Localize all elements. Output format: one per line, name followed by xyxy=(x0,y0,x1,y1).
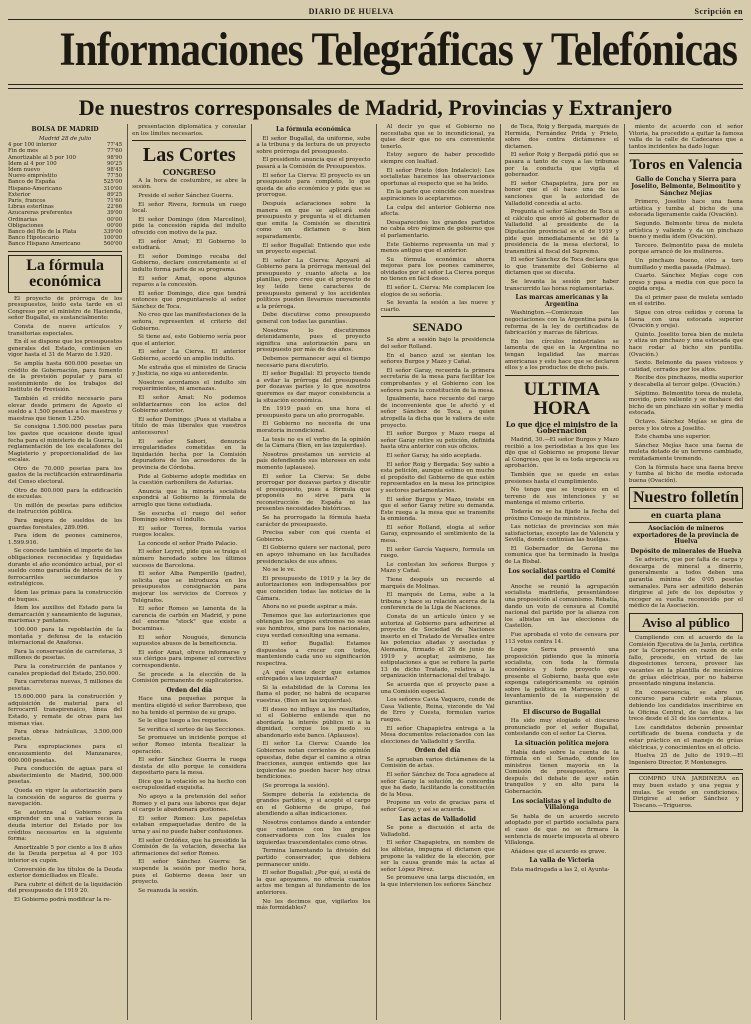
paragraph: Al decir yo que el Gobierno no necesitaba que se lo incondicional, ya quise decir que no era conveniente tenerlo. xyxy=(380,124,495,150)
paragraph: La culpa del anterior Gobierno nos afecta. xyxy=(380,204,495,218)
paragraph: El señor La Cierva: Cuando los Gobiernos notan corrientes de opinión opuestas, debe dejar el camino a otras fracciones, aunque entiendo que las izquierdas no pueden hacer hoy otras bendiciones. xyxy=(256,741,371,781)
paragraph: Conversión de los títulos de la Deuda exterior domiciliados en Elcafe. xyxy=(8,866,123,880)
paragraph: El señor Rolland, elogia al señor Garay, expresando el sentimiento de la mesa. xyxy=(380,524,495,545)
paragraph: Se escucha el ruego del señor Domingo sobre el indulto. xyxy=(132,510,247,524)
bug-title: El discurso de Bugallal xyxy=(522,708,601,716)
paragraph: Las noticias de provincias son más satisfactorias, excepto las de Valencia y Sevilla, donde continúan las huelgas. xyxy=(504,524,619,544)
bolsa-row xyxy=(8,241,122,247)
paragraph: El señor Sánchez de Toca agradece al señor Garay la solución, de concordia que ha dado, facilitando la constitución de la Mesa. xyxy=(380,772,495,798)
actas-title: Las actas de Valladolid xyxy=(399,815,476,823)
paragraph: Tenemos que las autorizaciones que obtengan los grupos extremos no sean sus hombros, sino para los nacionales, cuya verdad consulting una semana. xyxy=(256,612,371,639)
bolsa-label: Nuevo empréstito xyxy=(8,173,57,180)
bolsa-value: 22'66 xyxy=(106,204,123,211)
paragraph: El señor La Cierva: El proyecto es un presupuesto para completo, lo que queda de año económico y pide que se prorrogue. xyxy=(256,172,371,199)
paragraph: El señor Amat: No podemos solidarizarnos con los actos del Gobierno anterior. xyxy=(132,395,247,415)
paragraph: Se autoriza al Gobierno para emprender en una o varias veces la deuda interior del Estado por los créditos necesarios en la siguiente forma: xyxy=(8,809,123,843)
paragraph: de Toca, Roig y Bergadá, marqués de Hermida, Fernández Prida y Prieto, sobre dos contra dictámenes el dictamen. xyxy=(504,124,619,150)
paragraph: En consecuencia, se abre un concurso para cubrir esta plazas, debiendo los candidatos inscribirse en la Oficina Central, de las diez a las trece desde el 31 de los corrientes. xyxy=(628,689,744,723)
paragraph: Ídem las primas para la construcción de buques. xyxy=(8,589,123,603)
bolsa-value: 339'00 xyxy=(103,229,123,236)
paragraph: Los señores Cavia Vaquero, conde de Casa Valiente, Reina, vizconde de Val de Erro y Cuesta, formulan varios ruegos. xyxy=(380,697,495,723)
paragraph: Su fórmula económica ahorra mejoras para los peones camineros, olvidados por el señor La Cierva porque no tienen en fácil deseo. xyxy=(380,256,495,283)
paragraph: Se reanuda la sesión. xyxy=(138,887,199,894)
paragraph: Igualmente, hace recuento del cargo de inconveniente que le afectó y el señor Sánchez de Toca, a quien atropella la dicha que le valiera de este proyecto. xyxy=(380,396,495,429)
masthead-title: DIARIO DE HUELVA xyxy=(308,6,394,16)
folletin-title: Nuestro folletín xyxy=(629,487,743,509)
paragraph: Debemos permanecer aquí el tiempo necesario para discutirlo. xyxy=(256,356,371,369)
paragraph: Desaparecidos los grandes partidos no cabía otro régimen de gobierno que el parlamentario. xyxy=(380,219,495,239)
sit-body xyxy=(505,750,619,796)
paragraph: Para expropiaciones para el encauzamiento del Manzanares, 600.000 pesetas. xyxy=(8,744,123,764)
divider xyxy=(505,375,619,376)
bolsa-value: 310'00 xyxy=(103,185,123,192)
paragraph: Logos Serra presentó una proposición pidiendo que la minoría socialista, con toda la fórmula económica y todo proyecto que presente el Gobierno, basta que este exponga categóricamente su opinión sobre la política en Marruecos y el levantamiento de la suspensión de garantías. xyxy=(504,647,619,706)
bolsa-label: Ídem al 4 por 100 xyxy=(8,160,57,167)
bolsa-value: 560'00 xyxy=(103,241,123,248)
column-5 xyxy=(500,124,619,1020)
paragraph: Madrid, 30.—El señor Burgos y Mazo recibió a los periodistas a los que les dijo que el Gobierno se propone llevar al Congreso, que le es toda urgencia su aprobación. xyxy=(504,436,619,470)
col4-body xyxy=(381,124,495,313)
bolsa-label: Banco Hipotecario xyxy=(8,235,59,242)
paragraph: Ídem los auxilios del Estado para la demarcación y saneamiento de lagunas, marismas y pantanos. xyxy=(8,605,123,625)
paragraph: Si la estabilidad de la Corona les flama el poder, no habrá de ocuparse vuestras. (Bien en las izquierdas). xyxy=(256,684,371,704)
paragraph: Tiene después un recuerdo al marqués de Molinas. xyxy=(380,577,495,590)
col6-body xyxy=(629,124,743,150)
paragraph: Ha sido muy elogiado el discurso pronunciado por el señor Bugallal, contestando con el señor La Cierva. xyxy=(504,718,619,738)
paragraph: Ahora no se puede aspirar a más. xyxy=(262,604,358,611)
paragraph: No se le ve. xyxy=(262,567,296,574)
paragraph: Cumpliendo con el acuerdo de la Comisión Ejecutiva de la Junta, certifica por la Corporación en razón de este fallo, procede, en virtud de las disposiciones tercera, proveer las vacantes en la plantilla de mecánicos de grúas eléctricas, por no haberse presentado ninguna instancia. xyxy=(628,635,744,688)
paragraph: El Gobernador de Gerona me comunica que ha terminado la huelga de La Bisbal. xyxy=(504,545,619,566)
bolsa-value: 77'45 xyxy=(106,142,123,149)
col3-title: La fórmula económica xyxy=(275,126,351,133)
paragraph: El señor Chapapietra, en nombre de los albistas, impugna el dictamen que propone la validez de la elección, por ser la causa grande más la actas al señor López Pérez. xyxy=(380,840,495,873)
paragraph: Para obras hidráulicas, 3.500.000 pesetas. xyxy=(8,729,123,742)
paragraph: Se habla de un acuerdo secreto adoptado por el partido socialista para el caso de que no se firmara la sentencia de muerte impuesta al obrero Villalonga. xyxy=(504,813,619,847)
paragraph: El Gobierno no necesita de una moratoria incondicional. xyxy=(256,421,371,434)
paragraph: El señor Sánchez de Toca declara que lo que transmite del Gobierno al dictamen que se discuta. xyxy=(504,257,619,277)
paragraph: El señor Domingo recaba del Gobierno, declare concretamente si el indulto forma parte de su programa. xyxy=(132,253,247,273)
paragraph: El señor Alba Pamperillo (padre), solicita que se introduzca en los presupuestos consignación para mejorar los servicios de Correos y Telégrafos. xyxy=(132,571,247,604)
bolsa-table xyxy=(8,142,122,247)
paragraph: Un pinchazo bueno, otro a toro humillado y media pasada (Palmas). xyxy=(628,257,744,271)
paragraph: El presidente anuncia que el proyecto pasará a la Comisión de Presupuestos. xyxy=(256,157,371,170)
paragraph: Se ha prorrogado la fórmula hasta carácter de presupuesto. xyxy=(256,515,371,528)
paragraph: El señor Chapapietra, jura por su honor que el él hace una de las sanciones que la autoridad de Valladolid concedía al acto. xyxy=(504,180,619,207)
paragraph: El señor Domingo: ¡Pues si visitaba a título de más liberales que vuestros antecesores! xyxy=(132,416,247,436)
ultima-hora-sub: Lo que dice el ministro de la Gobernación xyxy=(505,419,618,436)
bolsa-value: 77'60 xyxy=(106,148,123,155)
paragraph: Debe discutirse como presupuesto general con todas las garantías. xyxy=(256,312,371,326)
paragraph: Sánchez Mejías hace una faena de muleta dotado de un terreno cambiado, remitadamente tremendo. xyxy=(628,442,744,462)
paragraph: En el banco azul se sientan los señores Burgos y Mazo y Cañal. xyxy=(380,352,495,366)
bolsa-label: Ídem nuevo xyxy=(8,167,41,173)
paragraph: Nosotros acordamos el indulto sin requerimientos, ni amenazas. xyxy=(132,379,247,393)
bolsa-value: 98'45 xyxy=(106,167,123,173)
paragraph: Para la construcción de pantanos y canales propiedad del Estado, 250.000. xyxy=(8,663,123,677)
column-2 xyxy=(127,124,246,1020)
col2-orden-title: Orden del día xyxy=(166,686,213,694)
paragraph: Octavo. Sánchez Mejías se gira de peros y los otros a Joselito. xyxy=(628,418,744,432)
bolsa-label: Azucareras preferentes xyxy=(8,210,73,217)
paragraph: El señor Bugallal, da uniforme, sube a la tribuna y da lectura de un proyecto sobre prórroga del presupuesto. xyxy=(256,135,371,155)
paragraph: Recibe dos pinchazos, media superior y descabella al tercer golpe. (Ovación.) xyxy=(628,375,744,388)
paragraph: Termina lamentando la división del partido conservador, que debiera permanecer unido. xyxy=(256,848,371,868)
valla-body: Esta madrugada a las 2, el Ayunta- xyxy=(510,867,610,873)
paragraph: Se abre a sesión bajo la presidencia del señor Rolland. xyxy=(380,337,495,351)
paragraph: También el crédito necesario para elevar desde primero de Agosto el sueldo a 1.500 pesetas a los maestros y maestras que tienen 1.250. xyxy=(8,395,123,422)
paragraph: Para conducción de aguas para el abastecimiento de Madrid, 500.000 pesetas. xyxy=(8,766,123,786)
column-3 xyxy=(251,124,370,1020)
paragraph: El señor Burgos y Mazo ruega al señor Garay retire su petición, definida hasta otra anterior con sus oficios. xyxy=(380,431,495,451)
bolsa-label: Libras esterlinas xyxy=(8,204,54,211)
paragraph: El señor Nougués, denuncia supuestos abusos de la beneficencia. xyxy=(132,634,247,648)
paragraph: Los candidatos deberán presentar certificado de buena conducta y de estar práctico en el manejo de grúas eléctricas, y conocimientos en el oficio. xyxy=(628,724,744,751)
bolsa-value: 89'25 xyxy=(106,191,123,198)
bolsa-label: Banco de España xyxy=(8,179,56,186)
senado-title: SENADO xyxy=(412,320,463,335)
column-grid xyxy=(8,124,743,1020)
paragraph: Este chamba uno superior. xyxy=(634,434,711,441)
main-headline: Informaciones Telegráficas y Telefónicas xyxy=(59,23,738,76)
paragraph: Siempre debería la existencia de grandes partidos, y si acepté el cargo en el Gobierno de grupo, fué atendiendo a altas indicaciones. xyxy=(256,791,371,818)
paragraph: Se procede a la elección de la Comisión permanente de suplicatorios. xyxy=(132,671,247,685)
aviso-body xyxy=(629,635,743,751)
paragraph: El señor Amat, opone algunos reparos a la concesión. xyxy=(132,275,247,289)
paragraph: El señor Bugallal: El proyecto tiende a evitar la prórroga del presupuesto por dozavas partes y lo que nosotros queremos es dar mayor consistencia a la situación económica. xyxy=(256,371,371,404)
paragraph: El señor García Vaquero, formula un ruego. xyxy=(380,546,495,560)
paragraph: Nosotros lo discutiremos detenidamente, pues el proyecto significa una autorización para un presupuesto por más de dos años. xyxy=(256,327,371,354)
paragraph: Después aclaraciones sobre la manera en que se aplicará este presupuesto y pregunta si el dictamen que emita la Comisión se discutirá como un dictamen o bien separadamente. xyxy=(256,200,371,240)
col2-body xyxy=(132,178,246,895)
paragraph: La concede el señor Prado Palacio. xyxy=(138,540,238,547)
paragraph: Se acuerda que el proyecto pase a una Comisión especial. xyxy=(380,681,495,695)
paragraph: Da el primer pase de muleta sentado en el estribo. xyxy=(628,294,744,308)
paragraph: En él se dispone que los presupuestos generales del Estado, continúen en vigor hasta el 31 de Marzo de 1.920. xyxy=(8,339,123,359)
paragraph: Se le elige luego a los requetes. xyxy=(138,718,229,725)
paragraph: Para cubrir el déficit de la liquidación del presupuesto de 1919 20. xyxy=(8,881,123,895)
divider xyxy=(381,316,495,317)
paragraph: El Gobierno quiere ser nacional, pero en apoyo inhumano en las facultades presidenciales de sus afines. xyxy=(256,545,371,565)
paragraph: Sexto. Belmonte da pases vistosos y catidad, cerrados por los altos. xyxy=(628,360,744,373)
paragraph: Consta de un artículo único y se autoriza al Gobierno para adherirse al proyecto de Sociedad de Naciones inserto en el Tratado de Versalles entre las potencias aliadas y asociadas y Alemania, firmado el 28 de junio de 1919 y aceptar, asimismo, las estipulaciones a que se refiere la parte 13 de dicho Tratado, relativa a la organización internacional del trabajo. xyxy=(380,614,495,680)
paragraph: Pregunta el señor Sánchez de Toca si el cálculo que envió al gobernador de Valladolid al presidente de la Diputación provincial es el de 1919 y pide que inmediatamente se dé la presidencia de la mesa electoral, lo transmitirá al fiscal del Supremo. xyxy=(504,209,619,255)
paragraph: El señor Burgos y Mazo, insiste en que el señor Garay retire su demanda. Éste ruega a la mesa que se transmite la enmienda. xyxy=(380,496,495,523)
paragraph: El señor Roig y Bergada: Soy sabio a esta petición, aunque estimo en mucho el propósito del Gobierno de que estén representados en la mesa los principios y sectores parlamentarios. xyxy=(380,461,495,494)
bolsa-value: 71'60 xyxy=(106,198,123,205)
ultima-body xyxy=(505,437,619,566)
bolsa-label: Amortizable al 5 por 100 xyxy=(8,154,76,161)
paragraph: No les decimos que, vigilarlos los más formidables? xyxy=(256,898,371,912)
paragraph: El señor Amat; El Gobierno lo estudiará. xyxy=(132,238,247,252)
paragraph: El señor Leyret, pide que se traiga el número heredado sobre los últimos sucesos de Barcelona. xyxy=(132,549,247,569)
paragraph: El señor Bugallal: Estamos dispuestos a crecer con todos, manteniendo cada uno su significación respectiva. xyxy=(256,641,371,667)
bug-body xyxy=(505,718,619,738)
paragraph: Precisa saber con qué cuenta el Gobierno. xyxy=(256,530,371,543)
paragraph: Se levanta la sesión a las nueve y cuarto. xyxy=(380,300,495,313)
folletin-sub: en cuarta plana xyxy=(650,510,722,521)
senado-body xyxy=(381,337,495,745)
bolsa-label: Exterior xyxy=(8,191,31,198)
paragraph: El señor Torres, formula varios ruegos locales. xyxy=(132,525,247,539)
paragraph: Para ídem de peones camineros, 1.599.916. xyxy=(8,533,123,546)
column-1 xyxy=(8,124,122,1020)
soc-title: Los socialistas contra el Comité del partido xyxy=(508,567,616,582)
paragraph: También que se quede en estas presiones hasta el cumplimiento. xyxy=(504,471,619,485)
paragraph: Queda en vigor la autorización para la concesión de seguros de guerra y navegación. xyxy=(8,788,123,808)
paragraph: Anuncia que la minoría socialista expondrá al Gobierno la fórmula de arreglo que tiene estudiada. xyxy=(132,488,247,508)
bolsa-value: 77'50 xyxy=(106,173,123,180)
paragraph: Para mejora de sueldos de los guardas forestales, 289.096. xyxy=(8,518,123,531)
paragraph: El señor Domingo (don Marcelino), pide la concesión rápida del indulto ofrecido con motivo de la paz. xyxy=(132,216,247,236)
column-4 xyxy=(376,124,495,1020)
paragraph: El señor Sánchez Guerra: Se suspende la sesión por medio hora, pues el Gobierno desea leer un proyecto. xyxy=(132,859,247,886)
paragraph: Un millón de pesetas para edificios de instrucción pública. xyxy=(8,502,123,516)
toros-sub: Gallo de Concha y Sierra para Joselito, Belmonte, Belmontito y Sánchez Mejías xyxy=(631,176,741,197)
paragraph: El señor Domingo, dice que tendrá entonces que preguntarselo al señor Sánchez de Toca. xyxy=(132,290,247,310)
paragraph: A la hora de costumbre, se abre la sesión. xyxy=(132,177,247,191)
paragraph: Nosotros contamos dando a entender que contamos con los grupos conservadores con los cuales los izquierdas trascendentales como otras. xyxy=(256,820,371,846)
col2-intro: presentación diplomática y consular en los límites necesarios. xyxy=(132,124,247,137)
paragraph: Séptimo. Belmontito torea de muleta, movido, pero valiente y se deshace del bicho de un pinchazo sin soltar y media estocada. xyxy=(628,390,744,417)
paragraph: El deseo no influye a los resultados, si el Gobierno entiende que no abordaría la interés público ni a la dignidad, cerque los puedo su abandonarlo este banco. (Aplausos). xyxy=(256,706,371,739)
bolsa-value: 525'00 xyxy=(103,179,123,186)
classified-ad: COMPRO UNA JARDINERA en muy buen estado y una yegua y mulas. Se vende en condiciones. Dirigirse al señor Sánchez y Toscano.—Trigueros. xyxy=(629,773,743,812)
paragraph: El Gobierno podrá modificar la re- xyxy=(14,896,112,903)
paragraph: El señor La Cierva: Apoyaré al Gobierno para la prórroga mensual del presupuesto y cuanto afecta a los planillas, pero creo que el proyecto de ley leído tiene caracteres de presupuesto general y los accidentes políticos pueden llevarnos nuevamente a la prórroga. xyxy=(256,257,371,310)
paragraph: La tesis no es el verbo de la opinión de la Cámara (Bien, en las izquierdas). xyxy=(256,436,371,450)
bolsa-value: 39'00 xyxy=(106,210,123,217)
paragraph: El señor La Cierva. El anterior Gobierno, acordó un amplio indulto. xyxy=(132,349,247,363)
aviso-title: Aviso al público xyxy=(629,613,743,632)
paragraph: Segundo. Belmonte tirea de muleta artística y valiente y da un pinchazo bueno y media ídem (Ovación). xyxy=(628,220,744,241)
headline-rule xyxy=(8,84,743,85)
bolsa-label: Banco del Río de la Plata xyxy=(8,229,77,236)
bolsa-label: París, francos xyxy=(8,198,46,205)
paragraph: El presupuesto de 1919 y la ley de autorizaciones son indispensables por que coinciden todas las noticias de la Cámara. xyxy=(256,575,371,602)
paragraph: Quinto. Joselito torea bien de muleta y atiza un pinchazo y una estocada que hace rodar al bicho sin puntilla. (Ovación.) xyxy=(628,331,744,358)
divider xyxy=(629,153,743,154)
toros-body xyxy=(629,199,743,484)
paragraph: Se levanta la sesión por haber transcurrido las horas reglamentarias. xyxy=(504,279,619,292)
paragraph: Se amplía hasta 600.000 pesetas un crédito de Gobernación, para fomento de la previsión popular y para el sostenimiento de los trabajos del Instituto de Previsión. xyxy=(8,360,123,394)
bolsa-value: 100'00 xyxy=(103,235,123,242)
paragraph: Todavía no se ha fijado la fecha del próximo Consejo de ministros. xyxy=(504,508,619,522)
bolsa-value: 00'00 xyxy=(106,222,123,229)
paragraph: (Se prorroga la sesión). xyxy=(262,783,330,790)
paragraph: No creo que las manifestaciones de la señora, representen el criterio del Gobierno. xyxy=(132,312,247,332)
paragraph: Amortizable 5 por ciento a los 8 años de la Deuda perpetua al 4 por 103 interior ex cupón. xyxy=(8,844,123,864)
paragraph: Preside el señor Sánchez Guerra. xyxy=(138,192,234,199)
paragraph: El señor Garay, ha sido aceptada. xyxy=(386,452,482,459)
bolsa-value: 98'90 xyxy=(106,154,123,161)
divider xyxy=(629,769,743,770)
bolsa-label: Banco Hispano Americano xyxy=(8,241,81,248)
masthead-bar xyxy=(8,4,743,18)
paragraph: Anoche se reunió la agrupación socialista madrileña, presentándose una proposición al comunismo. Rebatía, dando un voto de censura al Comité nacional del partido por la alianza con los albistas en las elecciones de Castellón. xyxy=(504,583,619,630)
headline-rule-2 xyxy=(8,88,743,89)
ultima-hora-title: ULTIMA HORA xyxy=(523,378,600,419)
paragraph: El señor Romeo: Los papeletas estaban empaquetadas dentro de la urna y así no puede haber confusiones. xyxy=(132,815,247,836)
paragraph: Se aprueban varios dictámenes de la Comisión de actas. xyxy=(380,756,495,770)
toros-title: Toros en Valencia xyxy=(629,157,743,174)
paragraph: Para la conservación de carreteras, 3 millones de pesetas. xyxy=(8,648,123,662)
bolsa-label: 4 por 100 interior xyxy=(8,142,57,149)
paragraph: Cuarto. Sánchez Mejías coge con preso y pasa a media con que poco la cogida oreja. xyxy=(628,273,744,293)
paragraph: Propone un voto de gracias para el señor Garay, y así se acuerda. xyxy=(380,800,495,814)
paragraph: Se concede también el importe de las obligaciones reconocidas y liquidadas durante el año económico actual, por el sueldo como garantía de interés de los ferrocarriles secundarios y estratégicos. xyxy=(8,548,123,588)
marcas-body xyxy=(505,310,619,371)
paragraph: Se promueve una larga discusión, en la que intervienen los señores Sánchez xyxy=(380,875,495,888)
congreso-title: CONGRESO xyxy=(162,167,216,178)
paragraph: Consta de nueve artículos y transitorias especiales. xyxy=(8,324,123,337)
divider xyxy=(629,522,743,523)
vill-body xyxy=(505,814,619,856)
paragraph: El señor Prieto (don Indalecio): Los socialistas hacemos las observaciones oportunas al respecto que se ha leído. xyxy=(380,167,495,187)
col1-title: La fórmula económica xyxy=(8,255,122,293)
paragraph: Otro de 70.000 pesetas para los gastos de la rectificación extraordinaria del Censo electoral. xyxy=(8,465,123,486)
paragraph: Había dado sobre la cuenta de la fórmula en el Senado, donde los ministros tienen mayoría en la Comisión de presupuestos, pero después del debate de ayer están tranquilos y en alto para la Gobernación. xyxy=(504,749,619,796)
paragraph: Me extraña que el ministro de Gracia y Justicia, no siga su antecedente. xyxy=(132,364,247,378)
paragraph: Dice que la votación se ha hecho con escrupulosidad exquisita. xyxy=(132,778,247,792)
cortes-title: Las Cortes xyxy=(142,144,236,167)
paragraph: El señor La Cierva: Se debe prorrogar por dozavas partes y discutir el presupuesto, pues a fórmula que proponéis no sirve para la reconstrucción de España ni las presentes necesidades históricas. xyxy=(256,473,371,513)
bolsa-title: BOLSA DE MADRID xyxy=(31,126,99,133)
actas-body xyxy=(381,825,495,888)
masthead-right: Scripción en xyxy=(694,6,743,16)
paragraph: En la parte que coincide con nuestras aspiraciones lo aceptaremos. xyxy=(380,189,495,202)
paragraph: miento de acuerdo con el señor Vitoria, ha procedido a quitar la famosa valla de la calle de Cadecanes que a tantos incidentes ha dado lugar. xyxy=(628,124,744,150)
paragraph: El señor Romeo se lamenta de la carencia de carbón en Madrid, y pone del enorme "stock" que existe a bocaminas. xyxy=(132,606,247,632)
divider xyxy=(8,251,122,252)
vill-title: Los socialistas y el indulto de Villalonga xyxy=(512,797,612,812)
paragraph: Con la fórmula hace una faena breve y tumba al bicho de media estocada buena (Ovación). xyxy=(628,464,744,484)
bolsa-label: Ordinarias xyxy=(8,216,38,223)
paragraph: El señor Garay, recuerda la primera secretaría de la mesa para facilitar los comprobantes y el Gobierno con los señores para la constitución de la mesa. xyxy=(380,367,495,394)
bolsa-date: Madrid 28 de julio xyxy=(38,135,92,142)
aviso-cierre: Huelva 25 de Julio de 1919.—El Ingeniero Director, P. Montenegro. xyxy=(628,753,744,766)
paragraph: Primero, Joselito hace una faena artística y tumba al bicho de una estocada ligeramente caída (Ovación). xyxy=(628,199,744,219)
paragraph: El señor Rivera, formula un ruego local. xyxy=(132,201,247,215)
paragraph: No tengo que se tropiece en el terreno de sus intenciones y se mantenga el mismo criterio. xyxy=(504,487,619,507)
paragraph: El señor Amat, ofrece informarse y sus clérigos para imponer el correctivo correspondiente. xyxy=(132,649,247,669)
paragraph: Hace una pequeñas porque la mentira eligidó el señor Barrobeso, que no ha tenido el permiso de su grupo. xyxy=(132,696,247,716)
paragraph: ¿A qué viene decir que estamos entregados a las izquierdas? xyxy=(256,669,371,683)
deposito-title: Depósito de minerales de Huelva xyxy=(630,547,742,555)
paragraph: Se promueve un incidente porque el señor Romeo intenta fiscalizar la operación. xyxy=(132,735,247,755)
column-6 xyxy=(624,124,743,1020)
divider xyxy=(132,140,246,141)
paragraph: Pide al Gobierno adopte medidas en la cuestión carbonífera de Asturias. xyxy=(132,473,247,487)
sit-title: La situación política mejora xyxy=(514,739,609,747)
col4-orden-title: Orden del día xyxy=(414,747,461,755)
paragraph: Se pone a discusión el acta de Valladolid. xyxy=(380,825,495,838)
paragraph: Sigue con otros ceñidos y corona la faena con una estocada superior (Ovación y oreja). xyxy=(628,310,744,330)
paragraph: El marqués de Lema, sube a la tribuna y hace su relación acerca de la conferencia de la Liga de Naciones. xyxy=(380,592,495,612)
paragraph: Otro de 800.000 para la edificación de escuelas. xyxy=(8,487,123,501)
paragraph: Nosotros prestamos un servicio al país defendiendo sus intereses en este momento (aplausos). xyxy=(256,451,371,471)
deposito-body: Se advierte, que por falta de carga y descarga de mineral a dinerrio, generalmente a todos deben una garantía mínima de 0'05 pesetas semanales. Para ser admitido deberán dirigirse al jefe de los depósitos y recoger su vuelta reconocido por el médico de la Asociación. xyxy=(628,557,744,610)
bolsa-label: Fin de mes xyxy=(8,148,39,155)
valla-title: La valla de Victoria xyxy=(529,857,595,865)
paragraph: Tercero. Belmontito pasa de muleta porque arrancó de los mulineros. xyxy=(628,242,744,256)
paragraph: Washington.—Comienzan las negociaciones con la Argentina para la reforma de la ley de certificados de fabricación y marcas de fábricas. xyxy=(504,310,619,337)
paragraph: El proyecto de prórroga de los presupuestos, leído esta tarde en el Congreso por el ministro de Hacienda, señor Bugallal, es sustancialmente: xyxy=(8,295,123,322)
paragraph: El señor L. Cierva: Me complacen los elogios de su señoría. xyxy=(380,285,495,298)
marcas-title: Las marcas americanas y la Argentina xyxy=(515,294,609,308)
paragraph: 100.000 para la repoblación de la montaña y defensa de la estación internacional de Anaforas. xyxy=(8,626,123,647)
paragraph: Se verifica el sorteo de las Secciones. xyxy=(138,726,246,733)
paragraph: El señor Chapapietra entrega a la Mesa documentos relacionados con las elecciones de Valladolid y Sevilla. xyxy=(380,725,495,745)
paragraph: Añádese que el acuerdo es grave. xyxy=(510,848,607,855)
paragraph: Si tiene así, este Gobierno sería peor que el anterior. xyxy=(132,334,247,347)
paragraph: No apoyo a la pretensión del señor Romeo y el para sus labores que dejar el cargo le abandonará gestiones. xyxy=(132,794,247,814)
paragraph: Fue aprobada el voto de censura por 113 votos contra 14. xyxy=(504,632,619,645)
paragraph: El señor Sabori, denuncia irregularidades cometidas en la liquidación hecha por la Comisión depuradora de los acreedores de la provincia de Córdoba. xyxy=(132,438,247,471)
paragraph: En los círculos industriales se lamenta de que en la Argentina no tengan legalidad las marcas americanas y esto hace que se declaren ellos y a los productos de dicho país. xyxy=(504,338,619,372)
paragraph: Estoy seguro de haber procedido siempre con lealtad. xyxy=(380,152,495,165)
bolsa-value: 90'25 xyxy=(106,160,123,167)
paragraph: Este Gobierno representa un mal y menos antiguo que el anterior. xyxy=(380,241,495,255)
paragraph: En 1919 pasó en una hora el presupuesto para un año prorrogable. xyxy=(256,406,371,419)
col3-body xyxy=(256,136,370,912)
bolsa-value: 00'00 xyxy=(106,216,123,223)
bolsa-label: Obligaciones xyxy=(8,222,44,229)
col1-body xyxy=(8,296,122,904)
paragraph: 15.600.000 para la construcción y adquisición de material para el ferrocarril transpirenaico, línea del Estado, y remate de otras para las mismas vías. xyxy=(8,694,123,727)
paragraph: El señor Bugallal: Entiendo que este un proyecto especial. xyxy=(256,242,371,256)
paragraph: El señor Bugallal: ¿Por qué, si está de la que apoyamos, no ofrecía cuantos actos me tengan al fundamento de los anteriores. xyxy=(256,870,371,896)
paragraph: El señor Roig y Bergadá pidió que se pasara a tanto de cuya a las tribunas por la conducta que vigila el gobernador. xyxy=(504,152,619,179)
subheadline: De nuestros corresponsales de Madrid, Provincias y Extranjero xyxy=(78,95,673,120)
soc-body xyxy=(505,584,619,707)
paragraph: Se consigna 1.500.000 pesetas para los gastos que ocasione desde igual fecha para el ministerio de la Guerra, la reglamentación de los escalafones del Magisterio y proporcionalidad de las escalas. xyxy=(8,424,123,464)
col5-body xyxy=(505,124,619,292)
paragraph: El señor Sánchez Guerra le ruega desista de ello porque le considera depositario para la mesa. xyxy=(132,757,247,777)
asoc-title: Asociación de mineros exportadores de la provincia de Huelva xyxy=(633,524,739,546)
orden-body xyxy=(381,757,495,814)
paragraph: El señor Ordóñez, que ha presidido la Comisión de la votación, desecha las afirmaciones del señor Romeo. xyxy=(132,837,247,857)
paragraph: Para carreteras nuevas, 5 millones de pesetas. xyxy=(8,679,123,692)
bolsa-label: Hispano-Americano xyxy=(8,185,62,192)
paragraph: Le contestan los señores Burgos y Mazo y Cañal. xyxy=(380,561,495,575)
